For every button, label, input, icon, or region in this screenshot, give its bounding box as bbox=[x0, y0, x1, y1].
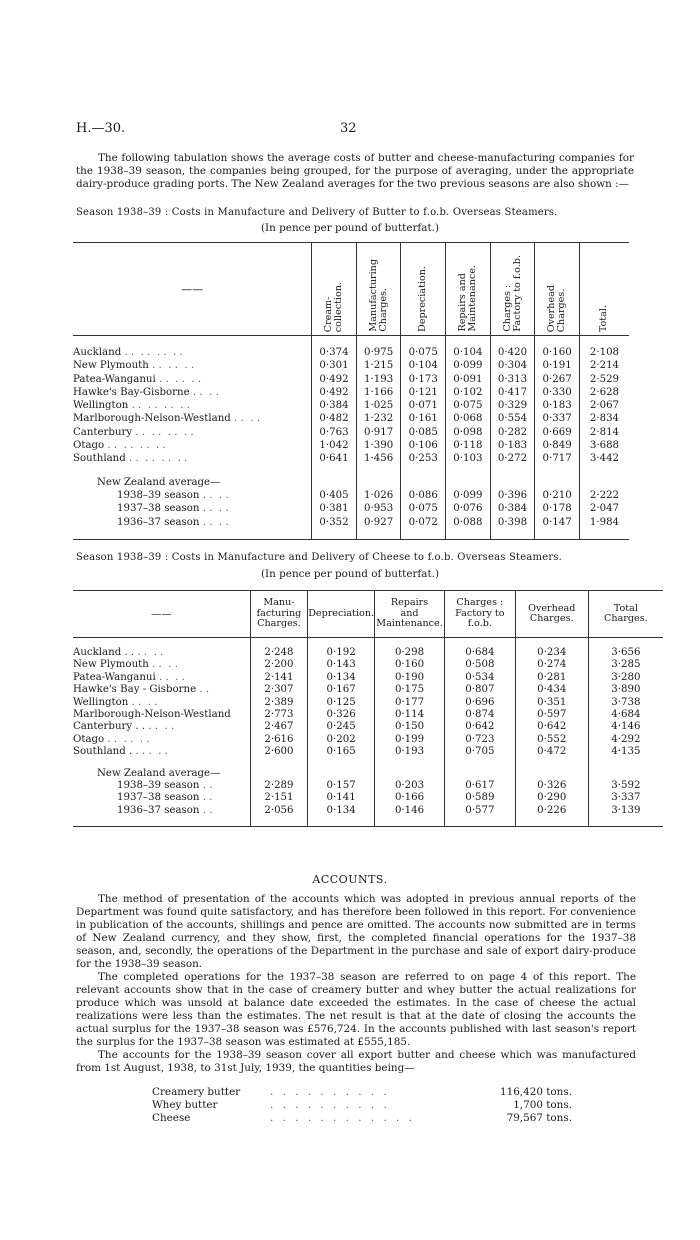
cell-value: 1·215 bbox=[356, 359, 401, 372]
cell-value: 0·434 bbox=[515, 684, 588, 696]
table-row bbox=[73, 386, 629, 399]
cell-value: 2·628 bbox=[579, 386, 629, 399]
cell-value: 0·150 bbox=[375, 721, 445, 733]
spacer-row bbox=[73, 336, 629, 347]
row-label-text: 1936–37 season bbox=[117, 516, 200, 528]
leader-dots: . . bbox=[199, 792, 213, 804]
nz-average-row bbox=[73, 780, 663, 792]
cell-value: 0·975 bbox=[356, 346, 401, 359]
row-label bbox=[73, 780, 250, 792]
nz-average-row bbox=[73, 516, 629, 529]
row-label-text: Wellington bbox=[73, 696, 129, 708]
cell-value: 0·492 bbox=[312, 386, 357, 399]
row-label bbox=[73, 386, 312, 399]
butter-col-header: Depreciation. bbox=[401, 243, 446, 336]
cell-value: 0·091 bbox=[446, 373, 491, 386]
cell-value: 0·534 bbox=[444, 672, 515, 684]
cell-value: 0·326 bbox=[308, 709, 375, 721]
cell-value: 0·085 bbox=[401, 426, 446, 439]
cell-value: 0·253 bbox=[401, 452, 446, 465]
quantity-value: 79,567 tons. bbox=[506, 1112, 572, 1124]
cell-value: 0·405 bbox=[312, 489, 357, 502]
table-row bbox=[73, 734, 663, 746]
table-row bbox=[73, 746, 663, 758]
cell-value: 3·442 bbox=[579, 452, 629, 465]
leader-dots: . . . . . . bbox=[104, 733, 150, 745]
cell-value: 2·047 bbox=[579, 502, 629, 515]
nz-average-label-row bbox=[73, 768, 663, 780]
row-label-text: Marlborough-Nelson-Westland bbox=[73, 709, 231, 721]
row-label bbox=[73, 647, 250, 659]
leader-dots: . . . . . . . . bbox=[121, 347, 183, 358]
cell-value: 0·183 bbox=[535, 399, 580, 412]
cell-value: 0·147 bbox=[535, 516, 580, 529]
cell-value: 1·193 bbox=[356, 373, 401, 386]
row-label bbox=[73, 346, 312, 359]
cell-value: 0·160 bbox=[535, 346, 580, 359]
cell-value: 4·146 bbox=[588, 721, 663, 733]
row-label-text: 1938–39 season bbox=[117, 489, 200, 501]
spacer-row bbox=[73, 817, 663, 827]
cell-value: 0·267 bbox=[535, 373, 580, 386]
cell-value: 0·589 bbox=[444, 792, 515, 804]
cell-value: 0·143 bbox=[308, 659, 375, 671]
cell-value: 2·467 bbox=[250, 721, 308, 733]
cell-value: 2·529 bbox=[579, 373, 629, 386]
accounts-paragraph-3: The accounts for the 1938–39 season cover all export butter and cheese which was manufactured from 1st August, 1938, to 31st July, 1939, the quantities being— bbox=[76, 1049, 636, 1074]
cell-value: 0·121 bbox=[401, 386, 446, 399]
cell-value: 1·456 bbox=[356, 452, 401, 465]
row-label-text: Hawke's Bay - Gisborne bbox=[73, 684, 197, 696]
cell-value: 4·292 bbox=[588, 734, 663, 746]
row-label bbox=[73, 452, 312, 465]
cell-value: 0·075 bbox=[446, 399, 491, 412]
table-row bbox=[73, 672, 663, 684]
cell-value: 2·067 bbox=[579, 399, 629, 412]
cell-value: 0·482 bbox=[312, 412, 357, 425]
cell-value: 0·098 bbox=[446, 426, 491, 439]
cheese-col-header: Repairs and Maintenance. bbox=[375, 591, 445, 638]
cell-value: 0·075 bbox=[401, 502, 446, 515]
leader-dots: . . . . . . . . . . bbox=[270, 1099, 390, 1111]
table-row bbox=[73, 439, 629, 452]
butter-col-header: Cream- collection. bbox=[312, 243, 357, 336]
cell-value: 2·248 bbox=[250, 647, 308, 659]
leader-dots: . . bbox=[199, 804, 213, 816]
row-label bbox=[73, 721, 250, 733]
row-label bbox=[73, 792, 250, 804]
row-label-text: Patea-Wanganui bbox=[73, 671, 156, 683]
cell-value: 0·068 bbox=[446, 412, 491, 425]
cell-value: 3·337 bbox=[588, 792, 663, 804]
row-label bbox=[73, 684, 250, 696]
cell-value: 0·106 bbox=[401, 439, 446, 452]
accounts-paragraph-2: The completed operations for the 1937–38 season are referred to on page 4 of this report. The relevant accounts show that in the case of creamery butter and whey butter the actual realizations for produce which was unsold at balance date exceeded the estimates. In the case of cheese the actual realizations were less than the estimates. The net result is that at the date of closing the accounts the actual surplus for the 1937–38 season was £576,724. In the accounts published with last season's report the surplus for the 1937–38 season was estimated at £555,185. bbox=[76, 971, 636, 1048]
leader-dots: . . . . bbox=[134, 647, 164, 658]
cell-value: 0·099 bbox=[446, 489, 491, 502]
cell-value: 0·717 bbox=[535, 452, 580, 465]
cheese-col-header: Manu- facturing Charges. bbox=[250, 591, 308, 638]
cell-value: 0·104 bbox=[401, 359, 446, 372]
cell-value: 3·656 bbox=[588, 647, 663, 659]
leader-dots: . . . . bbox=[199, 516, 229, 528]
cell-value: 0·199 bbox=[375, 734, 445, 746]
quantity-name: Whey butter bbox=[152, 1099, 218, 1111]
cell-value: 0·298 bbox=[375, 647, 445, 659]
quantity-name: Cheese bbox=[152, 1112, 191, 1124]
cell-value: 0·642 bbox=[444, 721, 515, 733]
row-label-text: Otago bbox=[73, 440, 105, 452]
cell-value: 0·192 bbox=[308, 647, 375, 659]
cell-value: 0·165 bbox=[308, 746, 375, 758]
leader-dots: . . . . . . . . . . . . bbox=[270, 1112, 415, 1124]
table-row bbox=[73, 426, 629, 439]
nz-average-label: New Zealand average— bbox=[97, 767, 221, 779]
cell-value: 0·642 bbox=[515, 721, 588, 733]
cell-value: 0·134 bbox=[308, 805, 375, 817]
cheese-col-header: Total Charges. bbox=[588, 591, 663, 638]
cell-value: 0·274 bbox=[515, 659, 588, 671]
cell-value: 0·337 bbox=[535, 412, 580, 425]
cell-value: 0·313 bbox=[490, 373, 535, 386]
cell-value: 0·330 bbox=[535, 386, 580, 399]
cell-value: 3·890 bbox=[588, 684, 663, 696]
leader-dots: . . . . bbox=[148, 659, 178, 671]
leader-dots: . . . . . . . . bbox=[125, 453, 188, 465]
row-label bbox=[73, 516, 312, 529]
cell-value: 0·696 bbox=[444, 697, 515, 709]
cell-value: 0·191 bbox=[535, 359, 580, 372]
cell-value: 1·025 bbox=[356, 399, 401, 412]
cell-value: 3·592 bbox=[588, 780, 663, 792]
cell-value: 0·508 bbox=[444, 659, 515, 671]
cell-value: 1·984 bbox=[579, 516, 629, 529]
cell-value: 0·617 bbox=[444, 780, 515, 792]
cell-value: 0·086 bbox=[401, 489, 446, 502]
cell-value: 2·289 bbox=[250, 780, 308, 792]
nz-average-row bbox=[73, 805, 663, 817]
cell-value: 0·173 bbox=[401, 373, 446, 386]
cell-value: 0·352 bbox=[312, 516, 357, 529]
cell-value: 0·763 bbox=[312, 426, 357, 439]
row-label-text: Marlborough-Nelson-Westland bbox=[73, 413, 231, 425]
table-row bbox=[73, 359, 629, 372]
butter-col-header: Overhead Charges. bbox=[535, 243, 580, 336]
cell-value: 0·076 bbox=[446, 502, 491, 515]
quantity-value: 1,700 tons. bbox=[513, 1099, 572, 1111]
table-row bbox=[73, 709, 663, 721]
accounts-heading: ACCOUNTS. bbox=[312, 873, 388, 886]
cell-value: 1·042 bbox=[312, 439, 357, 452]
cell-value: 0·723 bbox=[444, 734, 515, 746]
cell-value: 2·834 bbox=[579, 412, 629, 425]
leader-dots: . . . . . . . . . . bbox=[270, 1086, 390, 1098]
leader-dots: . . bbox=[196, 684, 210, 696]
cheese-col-header: Depreciation. bbox=[308, 591, 375, 638]
cell-value: 3·285 bbox=[588, 659, 663, 671]
butter-col-header: Repairs and Maintenance. bbox=[446, 243, 491, 336]
cell-value: 0·203 bbox=[375, 780, 445, 792]
row-label bbox=[73, 659, 250, 671]
row-label-text: 1936–37 season bbox=[117, 804, 200, 816]
cell-value: 0·202 bbox=[308, 734, 375, 746]
leader-dots: . . . . . . . . bbox=[132, 426, 194, 438]
cell-value: 2·151 bbox=[250, 792, 308, 804]
quantity-value: 116,420 tons. bbox=[499, 1086, 572, 1098]
row-label bbox=[73, 734, 250, 746]
cell-value: 0·071 bbox=[401, 399, 446, 412]
cell-value: 0·088 bbox=[446, 516, 491, 529]
cell-value: 0·272 bbox=[490, 452, 535, 465]
table-row bbox=[73, 452, 629, 465]
cell-value: 4·135 bbox=[588, 746, 663, 758]
cell-value: 0·075 bbox=[401, 346, 446, 359]
table-row bbox=[73, 647, 663, 659]
cheese-col-header: Charges : Factory to f.o.b. bbox=[444, 591, 515, 638]
cell-value: 0·125 bbox=[308, 697, 375, 709]
quantity-name: Creamery butter bbox=[152, 1086, 241, 1098]
row-label bbox=[73, 672, 250, 684]
nz-average-label-row bbox=[73, 476, 629, 489]
cell-value: 0·849 bbox=[535, 439, 580, 452]
row-label-text: Hawke's Bay-Gisborne bbox=[73, 386, 190, 398]
cell-value: 4·684 bbox=[588, 709, 663, 721]
cell-value: 0·226 bbox=[515, 805, 588, 817]
cell-value: 0·178 bbox=[535, 502, 580, 515]
cell-value: 1·026 bbox=[356, 489, 401, 502]
cell-value: 2·389 bbox=[250, 697, 308, 709]
row-label-text: 1938–39 season bbox=[117, 780, 200, 792]
cell-value: 0·072 bbox=[401, 516, 446, 529]
cell-value: 0·104 bbox=[446, 346, 491, 359]
nz-average-label: New Zealand average— bbox=[97, 476, 221, 488]
cell-value: 3·738 bbox=[588, 697, 663, 709]
row-label-text: Southland bbox=[73, 453, 126, 465]
cell-value: 3·139 bbox=[588, 805, 663, 817]
row-label-text: Southland . . bbox=[73, 746, 139, 758]
row-label bbox=[73, 489, 312, 502]
cell-value: 3·280 bbox=[588, 672, 663, 684]
cell-value: 0·384 bbox=[312, 399, 357, 412]
cell-value: 0·166 bbox=[375, 792, 445, 804]
row-label bbox=[73, 426, 312, 439]
cell-value: 0·396 bbox=[490, 489, 535, 502]
row-label bbox=[73, 502, 312, 515]
cell-value: 0·118 bbox=[446, 439, 491, 452]
row-label bbox=[73, 746, 250, 758]
cell-value: 0·282 bbox=[490, 426, 535, 439]
row-label bbox=[73, 439, 312, 452]
nz-average-row bbox=[73, 489, 629, 502]
cell-value: 2·200 bbox=[250, 659, 308, 671]
cell-value: 2·600 bbox=[250, 746, 308, 758]
table-row bbox=[73, 697, 663, 709]
cell-value: 0·099 bbox=[446, 359, 491, 372]
leader-dots: . . . . . . bbox=[148, 360, 195, 372]
cell-value: 0·281 bbox=[515, 672, 588, 684]
leader-dots: . . . . bbox=[138, 746, 168, 758]
row-label-text: Wellington bbox=[73, 400, 129, 412]
row-label-text: Auckland bbox=[73, 347, 122, 358]
leader-dots: . . . . bbox=[145, 721, 175, 733]
cell-value: 0·384 bbox=[490, 502, 535, 515]
cell-value: 1·166 bbox=[356, 386, 401, 399]
cheese-table-subtitle: (In pence per pound of butterfat.) bbox=[260, 568, 440, 580]
cell-value: 2·141 bbox=[250, 672, 308, 684]
row-label-text: 1937–38 season bbox=[117, 792, 200, 804]
cell-value: 0·210 bbox=[535, 489, 580, 502]
spacer-row bbox=[73, 529, 629, 540]
spacer-row bbox=[73, 638, 663, 648]
cell-value: 2·307 bbox=[250, 684, 308, 696]
cell-value: 2·616 bbox=[250, 734, 308, 746]
cell-value: 0·177 bbox=[375, 697, 445, 709]
butter-col-header: Manufacturing Charges. bbox=[356, 243, 401, 336]
cell-value: 0·472 bbox=[515, 746, 588, 758]
row-label-text: Auckland . . bbox=[73, 647, 135, 658]
cell-value: 0·917 bbox=[356, 426, 401, 439]
leader-dots: . . . . bbox=[199, 489, 229, 501]
cell-value: 0·420 bbox=[490, 346, 535, 359]
cell-value: 0·183 bbox=[490, 439, 535, 452]
cell-value: 1·232 bbox=[356, 412, 401, 425]
leader-dots: . . . . bbox=[128, 696, 158, 708]
cheese-col-header: Overhead Charges. bbox=[515, 591, 588, 638]
leader-dots: . . . . . . . . bbox=[128, 400, 190, 412]
cell-value: 0·103 bbox=[446, 452, 491, 465]
cell-value: 0·245 bbox=[308, 721, 375, 733]
cell-value: 0·304 bbox=[490, 359, 535, 372]
cell-value: 0·160 bbox=[375, 659, 445, 671]
cell-value: 2·814 bbox=[579, 426, 629, 439]
spacer-row bbox=[73, 466, 629, 476]
butter-blank-header: —— bbox=[73, 243, 312, 336]
row-label-text: Patea-Wanganui bbox=[73, 373, 156, 385]
butter-table-title: Season 1938–39 : Costs in Manufacture and Delivery of Butter to f.o.b. Overseas Steamers. bbox=[76, 207, 558, 218]
cheese-blank-header: —— bbox=[73, 591, 250, 638]
row-label bbox=[73, 697, 250, 709]
cell-value: 0·492 bbox=[312, 373, 357, 386]
page-number: 32 bbox=[340, 121, 357, 136]
cell-value: 0·554 bbox=[490, 412, 535, 425]
cell-value: 0·381 bbox=[312, 502, 357, 515]
cell-value: 0·134 bbox=[308, 672, 375, 684]
table-row bbox=[73, 684, 663, 696]
cell-value: 0·641 bbox=[312, 452, 357, 465]
row-label-text: New Plymouth bbox=[73, 659, 149, 671]
cell-value: 0·684 bbox=[444, 647, 515, 659]
cell-value: 0·329 bbox=[490, 399, 535, 412]
cell-value: 0·157 bbox=[308, 780, 375, 792]
leader-dots: . . . . bbox=[155, 671, 185, 683]
accounts-paragraph-1: The method of presentation of the accounts which was adopted in previous annual reports of the Department was found quite satisfactory, and has therefore been followed in this report. For convenience in publication of the accounts, shillings and pence are omitted. The accounts now submitted are in terms of New Zealand currency, and they show, first, the completed financial operations for the 1937–38 season, and, secondly, the operations of the Department in the purchase and sale of export dairy-produce for the 1938–39 season. bbox=[76, 893, 636, 970]
cell-value: 0·398 bbox=[490, 516, 535, 529]
cell-value: 0·141 bbox=[308, 792, 375, 804]
cell-value: 2·773 bbox=[250, 709, 308, 721]
row-label-text: Canterbury bbox=[73, 426, 133, 438]
cell-value: 0·114 bbox=[375, 709, 445, 721]
row-label-text: Otago bbox=[73, 733, 105, 745]
cell-value: 0·669 bbox=[535, 426, 580, 439]
table-row bbox=[73, 346, 629, 359]
row-label bbox=[73, 709, 250, 721]
cell-value: 3·688 bbox=[579, 439, 629, 452]
leader-dots: . . . . bbox=[189, 386, 219, 398]
table-row bbox=[73, 659, 663, 671]
butter-costs-table bbox=[73, 242, 629, 540]
leader-dots: . . . . bbox=[230, 413, 260, 425]
cell-value: 2·056 bbox=[250, 805, 308, 817]
nz-average-row bbox=[73, 792, 663, 804]
cell-value: 0·577 bbox=[444, 805, 515, 817]
row-label bbox=[73, 805, 250, 817]
cell-value: 0·874 bbox=[444, 709, 515, 721]
report-reference: H.—30. bbox=[76, 121, 126, 136]
cheese-table-title: Season 1938–39 : Costs in Manufacture and Delivery of Cheese to f.o.b. Overseas Steamers. bbox=[76, 552, 563, 563]
leader-dots: . . bbox=[199, 780, 213, 792]
cell-value: 0·102 bbox=[446, 386, 491, 399]
row-label bbox=[73, 399, 312, 412]
cell-value: 0·807 bbox=[444, 684, 515, 696]
cell-value: 0·953 bbox=[356, 502, 401, 515]
cell-value: 0·552 bbox=[515, 734, 588, 746]
cell-value: 2·222 bbox=[579, 489, 629, 502]
cell-value: 0·193 bbox=[375, 746, 445, 758]
cell-value: 0·374 bbox=[312, 346, 357, 359]
row-label bbox=[73, 412, 312, 425]
butter-col-header: Total. bbox=[579, 243, 629, 336]
cell-value: 0·597 bbox=[515, 709, 588, 721]
table-row bbox=[73, 399, 629, 412]
row-label-text: 1937–38 season bbox=[117, 503, 200, 515]
cell-value: 0·146 bbox=[375, 805, 445, 817]
cell-value: 0·351 bbox=[515, 697, 588, 709]
nz-average-row bbox=[73, 502, 629, 515]
leader-dots: . . . . . . . . bbox=[104, 440, 166, 452]
cell-value: 0·234 bbox=[515, 647, 588, 659]
row-label-text: New Plymouth bbox=[73, 360, 149, 372]
intro-paragraph: The following tabulation shows the average costs of butter and cheese-manufacturing companies for the 1938–39 season, the companies being grouped, for the purpose of averaging, under the appropriate dairy-produce grading ports. The New Zealand averages for the two previous seasons are also shown :— bbox=[76, 152, 634, 190]
leader-dots: . . . . . . bbox=[155, 373, 202, 385]
cell-value: 0·417 bbox=[490, 386, 535, 399]
row-label bbox=[73, 373, 312, 386]
cell-value: 0·161 bbox=[401, 412, 446, 425]
butter-table-subtitle: (In pence per pound of butterfat.) bbox=[260, 222, 440, 234]
cell-value: 1·390 bbox=[356, 439, 401, 452]
row-label bbox=[73, 359, 312, 372]
cell-value: 0·175 bbox=[375, 684, 445, 696]
table-row bbox=[73, 412, 629, 425]
leader-dots: . . . . bbox=[199, 503, 229, 515]
cell-value: 0·167 bbox=[308, 684, 375, 696]
row-label-text: Canterbury . . bbox=[73, 721, 146, 733]
spacer-row bbox=[73, 759, 663, 768]
cell-value: 2·108 bbox=[579, 346, 629, 359]
cell-value: 0·326 bbox=[515, 780, 588, 792]
cell-value: 0·927 bbox=[356, 516, 401, 529]
cheese-costs-table bbox=[73, 590, 663, 827]
table-row bbox=[73, 721, 663, 733]
cell-value: 2·214 bbox=[579, 359, 629, 372]
butter-col-header: Charges : Factory to f.o.b. bbox=[490, 243, 535, 336]
cell-value: 0·705 bbox=[444, 746, 515, 758]
cell-value: 0·290 bbox=[515, 792, 588, 804]
table-row bbox=[73, 373, 629, 386]
cell-value: 0·301 bbox=[312, 359, 357, 372]
cell-value: 0·190 bbox=[375, 672, 445, 684]
